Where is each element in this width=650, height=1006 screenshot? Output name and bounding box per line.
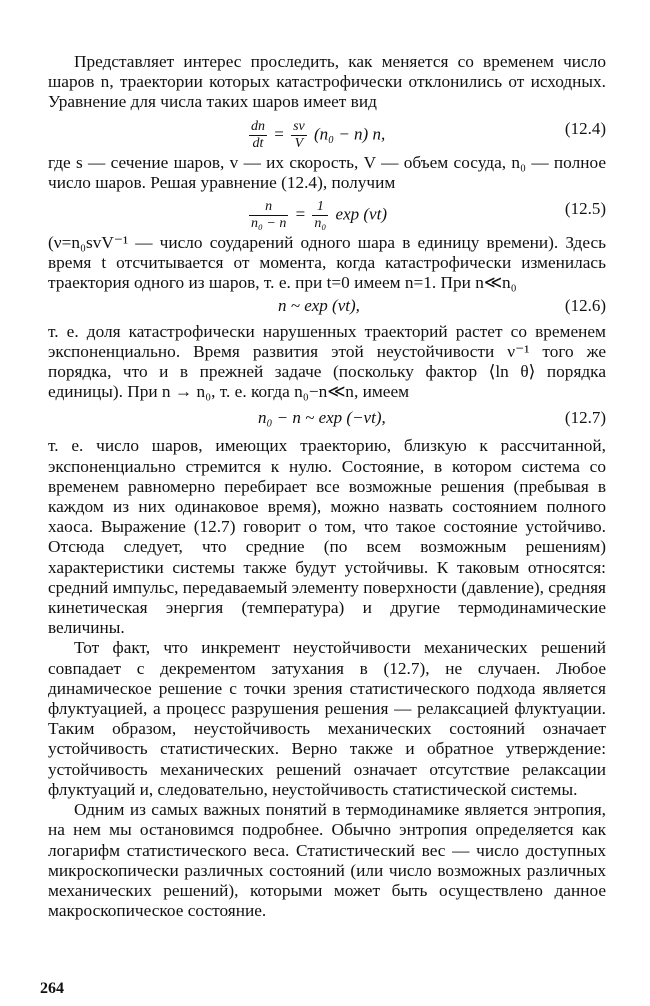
paragraph-2: где s — сечение шаров, v — их скорость, V — объем сосуда, n₀ — полное число шаров. Решая уравнение (12.4), получим [48, 152, 606, 192]
equation-number: (12.4) [564, 118, 606, 138]
equation-number: (12.5) [564, 199, 606, 219]
page-text [48, 52, 606, 921]
equation-formula: n ~ exp (νt), [278, 295, 360, 315]
equation-12-4 [48, 113, 606, 153]
paragraph-4: т. е. доля катастрофически нарушенных траекторий растет со временем экспоненциально. Время развития этой неустойчивости ν⁻¹ того же порядка, что и в прежней задаче (поскольку фактор ⟨ln θ⟩ порядка единицы). При n → n₀, т. е. когда n₀−n≪n, имеем [48, 321, 606, 402]
page-number: 264 [40, 980, 64, 997]
equation-12-5 [48, 193, 606, 233]
paragraph-5: т. е. число шаров, имеющих траекторию, близкую к рассчитанной, экспоненциально стремится к нулю. Состояние, в котором система со временем равномерно перебирает все возможные решения (пребывая в каждом из них одинаковое время), можно назвать состоянием полного хаоса. Выражение (12.7) говорит о том, что такое состояние устойчиво. Отсюда следует, что средние (по всем возможным решениям) характеристики системы также будут устойчивы. К таковым относятся: средний импульс, передаваемый элементу поверхности (давление), средняя кинетическая энергия (температура) и другие термодинамические величины. [48, 436, 606, 638]
equation-number: (12.7) [564, 408, 606, 428]
equation-formula: n₀ − n ~ exp (−νt), [258, 408, 386, 428]
equation-formula: $\frac{n}{\text{n₀ − n}}$ = $\frac{1}{\text{n₀}}$ exp (νt) [251, 199, 387, 232]
paragraph-6: Тот факт, что инкремент неустойчивости механических решений совпадает с декрементом затухания в (12.7), не случаен. Любое динамическое решение с точки зрения статистического подхода является флуктуацией, а процесс разрушения решения — релаксацией флуктуации. Таким образом, неустойчивость механических состояний означает устойчивость статистических. Верно также и обратное утверждение: устойчивость механических решений означает отсутствие релаксации флуктуаций и, следовательно, неустойчивость статистической системы. [48, 638, 606, 799]
paragraph-7: Одним из самых важных понятий в термодинамике является энтропия, на нем мы остановимся подробнее. Обычно энтропия определяется как логарифм статистического веса. Статистический вес — число доступных микроскопически различных состояний (или число возможных различных механических решений), которыми может быть осуществлено данное макроскопическое состояние. [48, 800, 606, 921]
equation-12-7 [48, 402, 606, 436]
equation-number: (12.6) [564, 295, 606, 315]
paragraph-3: (ν=n₀svV⁻¹ — число соударений одного шара в единицу времени). Здесь время t отсчитывается от момента, когда катастрофически изменилась траектория одного из шаров, т. е. при t=0 имеем n=1. При n≪n₀ [48, 233, 606, 293]
equation-formula: $\frac{dn}{dt}$ = $\frac{sv}{V}$ (n₀ − n) n, [251, 118, 386, 151]
equation-12-6 [48, 294, 606, 322]
paragraph-1: Представляет интерес проследить, как меняется со временем число шаров n, траектории которых катастрофически отклонились от исходных. Уравнение для числа таких шаров имеет вид [48, 52, 606, 112]
